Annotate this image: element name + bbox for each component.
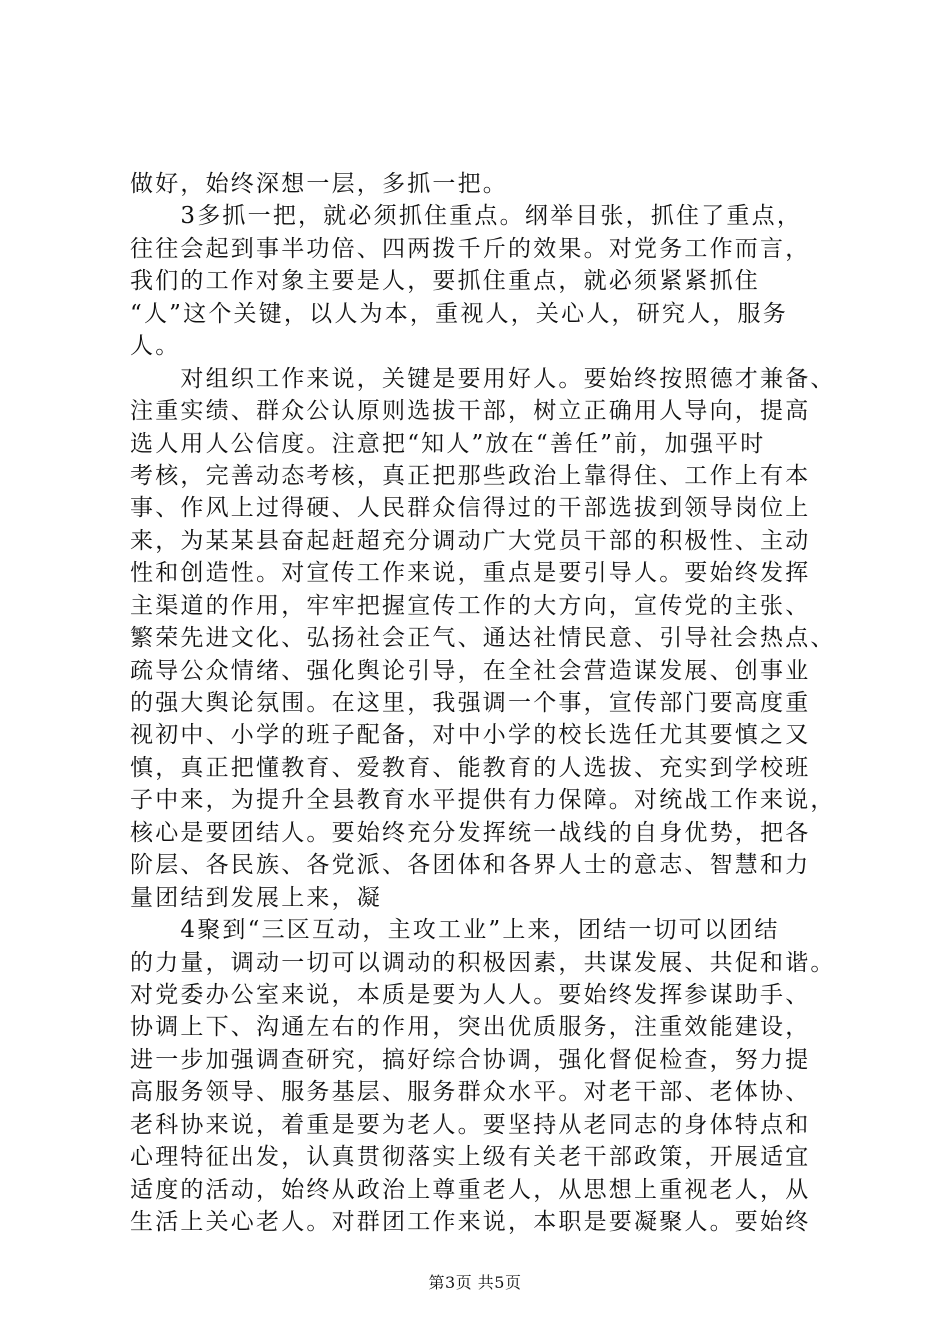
text-line: 考核，完善动态考核，真正把那些政治上靠得住、工作上有本 xyxy=(130,462,811,489)
text-line: 的强大舆论氛围。在这里，我强调一个事，宣传部门要高度重 xyxy=(130,690,811,716)
text-line: 做好，始终深想一层，多抓一把。 xyxy=(130,171,508,197)
text-line: 选人用人公信度。注意把“知人”放在“善任”前，加强平时 xyxy=(130,430,766,457)
page-footer: 第3页 共5页 xyxy=(428,1273,522,1292)
text-line: 量团结到发展上来，凝 xyxy=(130,884,382,911)
text-line: 人。 xyxy=(130,333,181,360)
text-line: 疏导公众情绪、强化舆论引导，在全社会营造谋发展、创事业 xyxy=(130,657,811,684)
text-line: 视初中、小学的班子配备，对中小学的校长选任尤其要慎之又 xyxy=(130,722,811,749)
text-line: 对组织工作来说，关键是要用好人。要始终按照德才兼备、 xyxy=(130,365,836,392)
text-line: 子中来，为提升全县教育水平提供有力保障。对统战工作来说， xyxy=(130,787,836,814)
text-line: 注重实绩、群众公认原则选拔干部，树立正确用人导向，提高 xyxy=(130,398,811,425)
text-line: 对党委办公室来说，本质是要为人人。要始终发挥参谋助手、 xyxy=(130,981,811,1008)
text-line: 的力量，调动一切可以调动的积极因素，共谋发展、共促和谐。 xyxy=(130,949,836,976)
text-line: 繁荣先进文化、弘扬社会正气、通达社情民意、引导社会热点、 xyxy=(130,625,836,652)
text-line: 协调上下、沟通左右的作用，突出优质服务，注重效能建设， xyxy=(130,1014,811,1041)
text-line: 进一步加强调查研究，搞好综合协调，强化督促检查，努力提 xyxy=(130,1046,811,1073)
text-line: 往往会起到事半功倍、四两拨千斤的效果。对党务工作而言， xyxy=(130,235,811,262)
text-line: 事、作风上过得硬、人民群众信得过的干部选拔到领导岗位上 xyxy=(130,495,811,522)
text-line: 3多抓一把，就必须抓住重点。纲举目张，抓住了重点， xyxy=(130,203,803,230)
text-line: 适度的活动，始终从政治上尊重老人，从思想上重视老人，从 xyxy=(130,1176,811,1203)
text-line: 4聚到“三区互动，主攻工业”上来，团结一切可以团结 xyxy=(130,917,780,944)
text-line: 高服务领导、服务基层、服务群众水平。对老干部、老体协、 xyxy=(130,1079,811,1106)
text-line: 慎，真正把懂教育、爱教育、能教育的人选拔、充实到学校班 xyxy=(130,754,811,781)
text-line: 来，为某某县奋起赶超充分调动广大党员干部的积极性、主动 xyxy=(130,527,811,554)
text-line: 心理特征出发，认真贯彻落实上级有关老干部政策，开展适宜 xyxy=(130,1144,811,1171)
text-line: 主渠道的作用，牢牢把握宣传工作的大方向，宣传党的主张、 xyxy=(130,592,811,619)
text-line: 核心是要团结人。要始终充分发挥统一战线的自身优势，把各 xyxy=(130,819,811,846)
body-text xyxy=(130,168,836,1238)
text-line: “人”这个关键，以人为本，重视人，关心人，研究人，服务 xyxy=(130,300,788,327)
text-line: 性和创造性。对宣传工作来说，重点是要引导人。要始终发挥 xyxy=(130,560,811,587)
text-line: 老科协来说，着重是要为老人。要坚持从老同志的身体特点和 xyxy=(130,1111,811,1138)
text-line: 生活上关心老人。对群团工作来说，本职是要凝聚人。要始终 xyxy=(130,1209,811,1235)
text-line: 阶层、各民族、各党派、各团体和各界人士的意志、智慧和力 xyxy=(130,852,811,879)
text-line: 我们的工作对象主要是人，要抓住重点，就必须紧紧抓住 xyxy=(130,268,760,295)
